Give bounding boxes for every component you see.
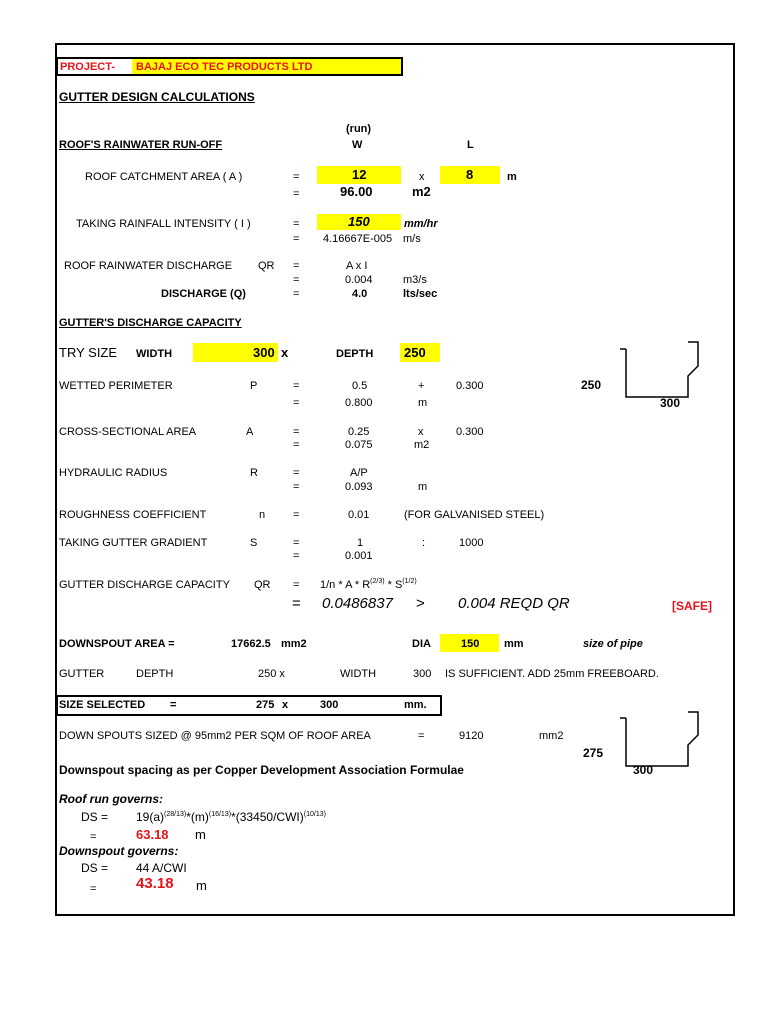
result-2-unit: m	[196, 878, 207, 893]
try-size-x: x	[281, 345, 289, 360]
spacing-title: Downspout spacing as per Copper Development Association Formulae	[59, 763, 464, 777]
gdc-formula-b: * S	[384, 579, 403, 591]
formula-1-sup1: (28/13)	[164, 811, 187, 818]
gg-val: 0.001	[345, 550, 373, 562]
wp-label: WETTED PERIMETER	[59, 380, 173, 392]
gg-label: TAKING GUTTER GRADIENT	[59, 537, 208, 549]
rc-sym: n	[259, 509, 266, 521]
w-label: W	[352, 139, 363, 151]
hr-label: HYDRAULIC RADIUS	[59, 467, 168, 479]
pipe-note: size of pipe	[583, 638, 643, 650]
spouts-label: DOWN SPOUTS SIZED @ 95mm2 PER SQM OF ROOF AREA	[59, 730, 371, 742]
downspout-governs: Downspout governs:	[59, 844, 179, 858]
rain-label: TAKING RAINFALL INTENSITY ( I )	[76, 218, 251, 230]
gg-colon: :	[422, 537, 426, 549]
l-value: 8	[466, 167, 474, 182]
csa-x: x	[418, 426, 424, 438]
gutter-profile-diagram-1	[616, 340, 706, 400]
rain-unit: mm/hr	[404, 218, 438, 230]
spouts-eq: =	[418, 730, 425, 742]
csa-unit: m2	[414, 439, 430, 451]
gg-eq: =	[293, 537, 300, 549]
width-label: WIDTH	[136, 348, 173, 360]
discharge-eq: =	[293, 288, 300, 300]
gg-a: 1	[357, 537, 364, 549]
qr-eq: =	[293, 260, 300, 272]
gdc-val: 0.0486837	[322, 595, 393, 612]
gdc-reqd: 0.004 REQD QR	[458, 595, 570, 612]
size-selected-x: x	[282, 699, 289, 711]
rc-eq: =	[293, 509, 300, 521]
result-1-unit: m	[195, 827, 206, 842]
discharge-value: 4.0	[352, 288, 368, 300]
rc-label: ROUGHNESS COEFFICIENT	[59, 509, 207, 521]
ds-label-1: DS =	[81, 810, 109, 824]
capacity-heading: GUTTER'S DISCHARGE CAPACITY	[59, 317, 242, 329]
discharge-label: DISCHARGE (Q)	[161, 288, 246, 300]
area-unit: m2	[412, 184, 431, 199]
spouts-value: 9120	[459, 730, 484, 742]
csa-sym: A	[246, 426, 254, 438]
gdc-gt: >	[416, 595, 425, 612]
gdc-sym: QR	[254, 579, 271, 591]
catchment-eq: =	[293, 171, 300, 183]
gutter-row-gutter: GUTTER	[59, 668, 105, 680]
qr-formula: A x I	[346, 260, 368, 272]
size-selected-a: 275	[256, 699, 275, 711]
gutter-row-depth: DEPTH	[136, 668, 174, 680]
wp-b: 0.300	[456, 380, 484, 392]
result-1-value: 63.18	[136, 827, 169, 842]
formula-2: 44 A/CWI	[136, 861, 187, 875]
downspout-area-value: 17662.5	[231, 638, 271, 650]
gg-b: 1000	[459, 537, 484, 549]
wp-val: 0.800	[345, 397, 373, 409]
runoff-heading: ROOF'S RAINWATER RUN-OFF	[59, 139, 223, 151]
dia-value: 150	[461, 638, 480, 650]
diagram-1-depth: 250	[581, 378, 602, 392]
dia-label: DIA	[412, 638, 431, 650]
formula-1-b: *(m)	[186, 810, 209, 824]
safe-badge: [SAFE]	[672, 599, 712, 613]
csa-b: 0.300	[456, 426, 484, 438]
catchment-label: ROOF CATCHMENT AREA ( A )	[85, 171, 243, 183]
result-2-value: 43.18	[136, 875, 174, 892]
rain-ms-eq: =	[293, 233, 300, 245]
gutter-row-note: IS SUFFICIENT. ADD 25mm FREEBOARD.	[445, 668, 659, 680]
downspout-area-unit: mm2	[281, 638, 307, 650]
gdc-val-eq: =	[292, 595, 301, 612]
csa-val-eq: =	[293, 439, 300, 451]
wp-a: 0.5	[352, 380, 368, 392]
diagram-1-width: 300	[660, 396, 681, 410]
gdc-formula-sup2: (1/2)	[402, 578, 417, 585]
dia-unit: mm	[504, 638, 524, 650]
rain-value: 150	[348, 214, 370, 229]
gutter-row-depth-val: 250 x	[258, 668, 285, 680]
wp-plus: +	[418, 380, 425, 392]
qr-label: ROOF RAINWATER DISCHARGE	[64, 260, 233, 272]
wp-unit: m	[418, 397, 428, 409]
rain-eq: =	[293, 218, 300, 230]
hr-formula: A/P	[350, 467, 368, 479]
roof-run-governs: Roof run governs:	[59, 792, 163, 806]
size-selected-b: 300	[320, 699, 339, 711]
spouts-unit: mm2	[539, 730, 564, 742]
wp-sym: P	[250, 380, 258, 392]
gg-val-eq: =	[293, 550, 300, 562]
qr-sym: QR	[258, 260, 275, 272]
area-value: 96.00	[340, 184, 373, 199]
discharge-unit: lts/sec	[403, 288, 438, 300]
hr-val: 0.093	[345, 481, 373, 493]
gutter-profile-diagram-2	[616, 710, 706, 770]
gutter-row-width: WIDTH	[340, 668, 377, 680]
qr-unit: m3/s	[403, 274, 427, 286]
project-label: PROJECT-	[60, 61, 116, 73]
size-selected-eq: =	[170, 699, 177, 711]
diagram-2-width: 300	[633, 763, 654, 777]
wp-val-eq: =	[293, 397, 300, 409]
catchment-times: x	[419, 171, 425, 183]
diagram-2-depth: 275	[583, 746, 604, 760]
rc-val: 0.01	[348, 509, 370, 521]
csa-eq: =	[293, 426, 300, 438]
depth-value: 250	[404, 345, 426, 360]
gg-sym: S	[250, 537, 258, 549]
result-2-eq: =	[90, 883, 97, 895]
ds-label-2: DS =	[81, 861, 109, 875]
downspout-area-label: DOWNSPOUT AREA =	[59, 638, 175, 650]
qr-value-eq: =	[293, 274, 300, 286]
formula-1	[136, 810, 326, 824]
catchment-unit: m	[507, 171, 517, 183]
depth-label: DEPTH	[336, 348, 374, 360]
rc-note: (FOR GALVANISED STEEL)	[404, 509, 545, 521]
gutter-row-width-val: 300	[413, 668, 432, 680]
wp-eq: =	[293, 380, 300, 392]
width-value: 300	[253, 345, 275, 360]
csa-a: 0.25	[348, 426, 370, 438]
formula-1-sup2: (16/13)	[208, 811, 232, 818]
gdc-eq: =	[293, 579, 300, 591]
formula-1-a: 19(a)	[136, 810, 165, 824]
gdc-formula-a: 1/n * A * R	[320, 579, 371, 591]
size-selected-unit: mm.	[404, 699, 427, 711]
hr-sym: R	[250, 467, 258, 479]
csa-label: CROSS-SECTIONAL AREA	[59, 426, 197, 438]
area-eq: =	[293, 188, 300, 200]
gdc-formula	[320, 578, 417, 592]
hr-unit: m	[418, 481, 428, 493]
hr-val-eq: =	[293, 481, 300, 493]
w-value: 12	[352, 167, 367, 182]
qr-value: 0.004	[345, 274, 373, 286]
rain-ms-unit: m/s	[403, 233, 421, 245]
gdc-label: GUTTER DISCHARGE CAPACITY	[59, 579, 230, 591]
rain-ms-value: 4.16667E-005	[323, 233, 393, 245]
try-size-label: TRY SIZE	[59, 345, 118, 360]
page-title: GUTTER DESIGN CALCULATIONS	[59, 90, 255, 104]
project-name: BAJAJ ECO TEC PRODUCTS LTD	[136, 61, 313, 73]
csa-val: 0.075	[345, 439, 373, 451]
run-label: (run)	[346, 123, 372, 135]
gdc-formula-sup1: (2/3)	[370, 578, 385, 585]
hr-eq: =	[293, 467, 300, 479]
formula-1-c: *(33450/CWI)	[231, 810, 304, 824]
l-label: L	[467, 139, 474, 151]
formula-1-sup3: (10/13)	[303, 811, 326, 818]
result-1-eq: =	[90, 831, 97, 843]
size-selected-label: SIZE SELECTED	[59, 699, 146, 711]
